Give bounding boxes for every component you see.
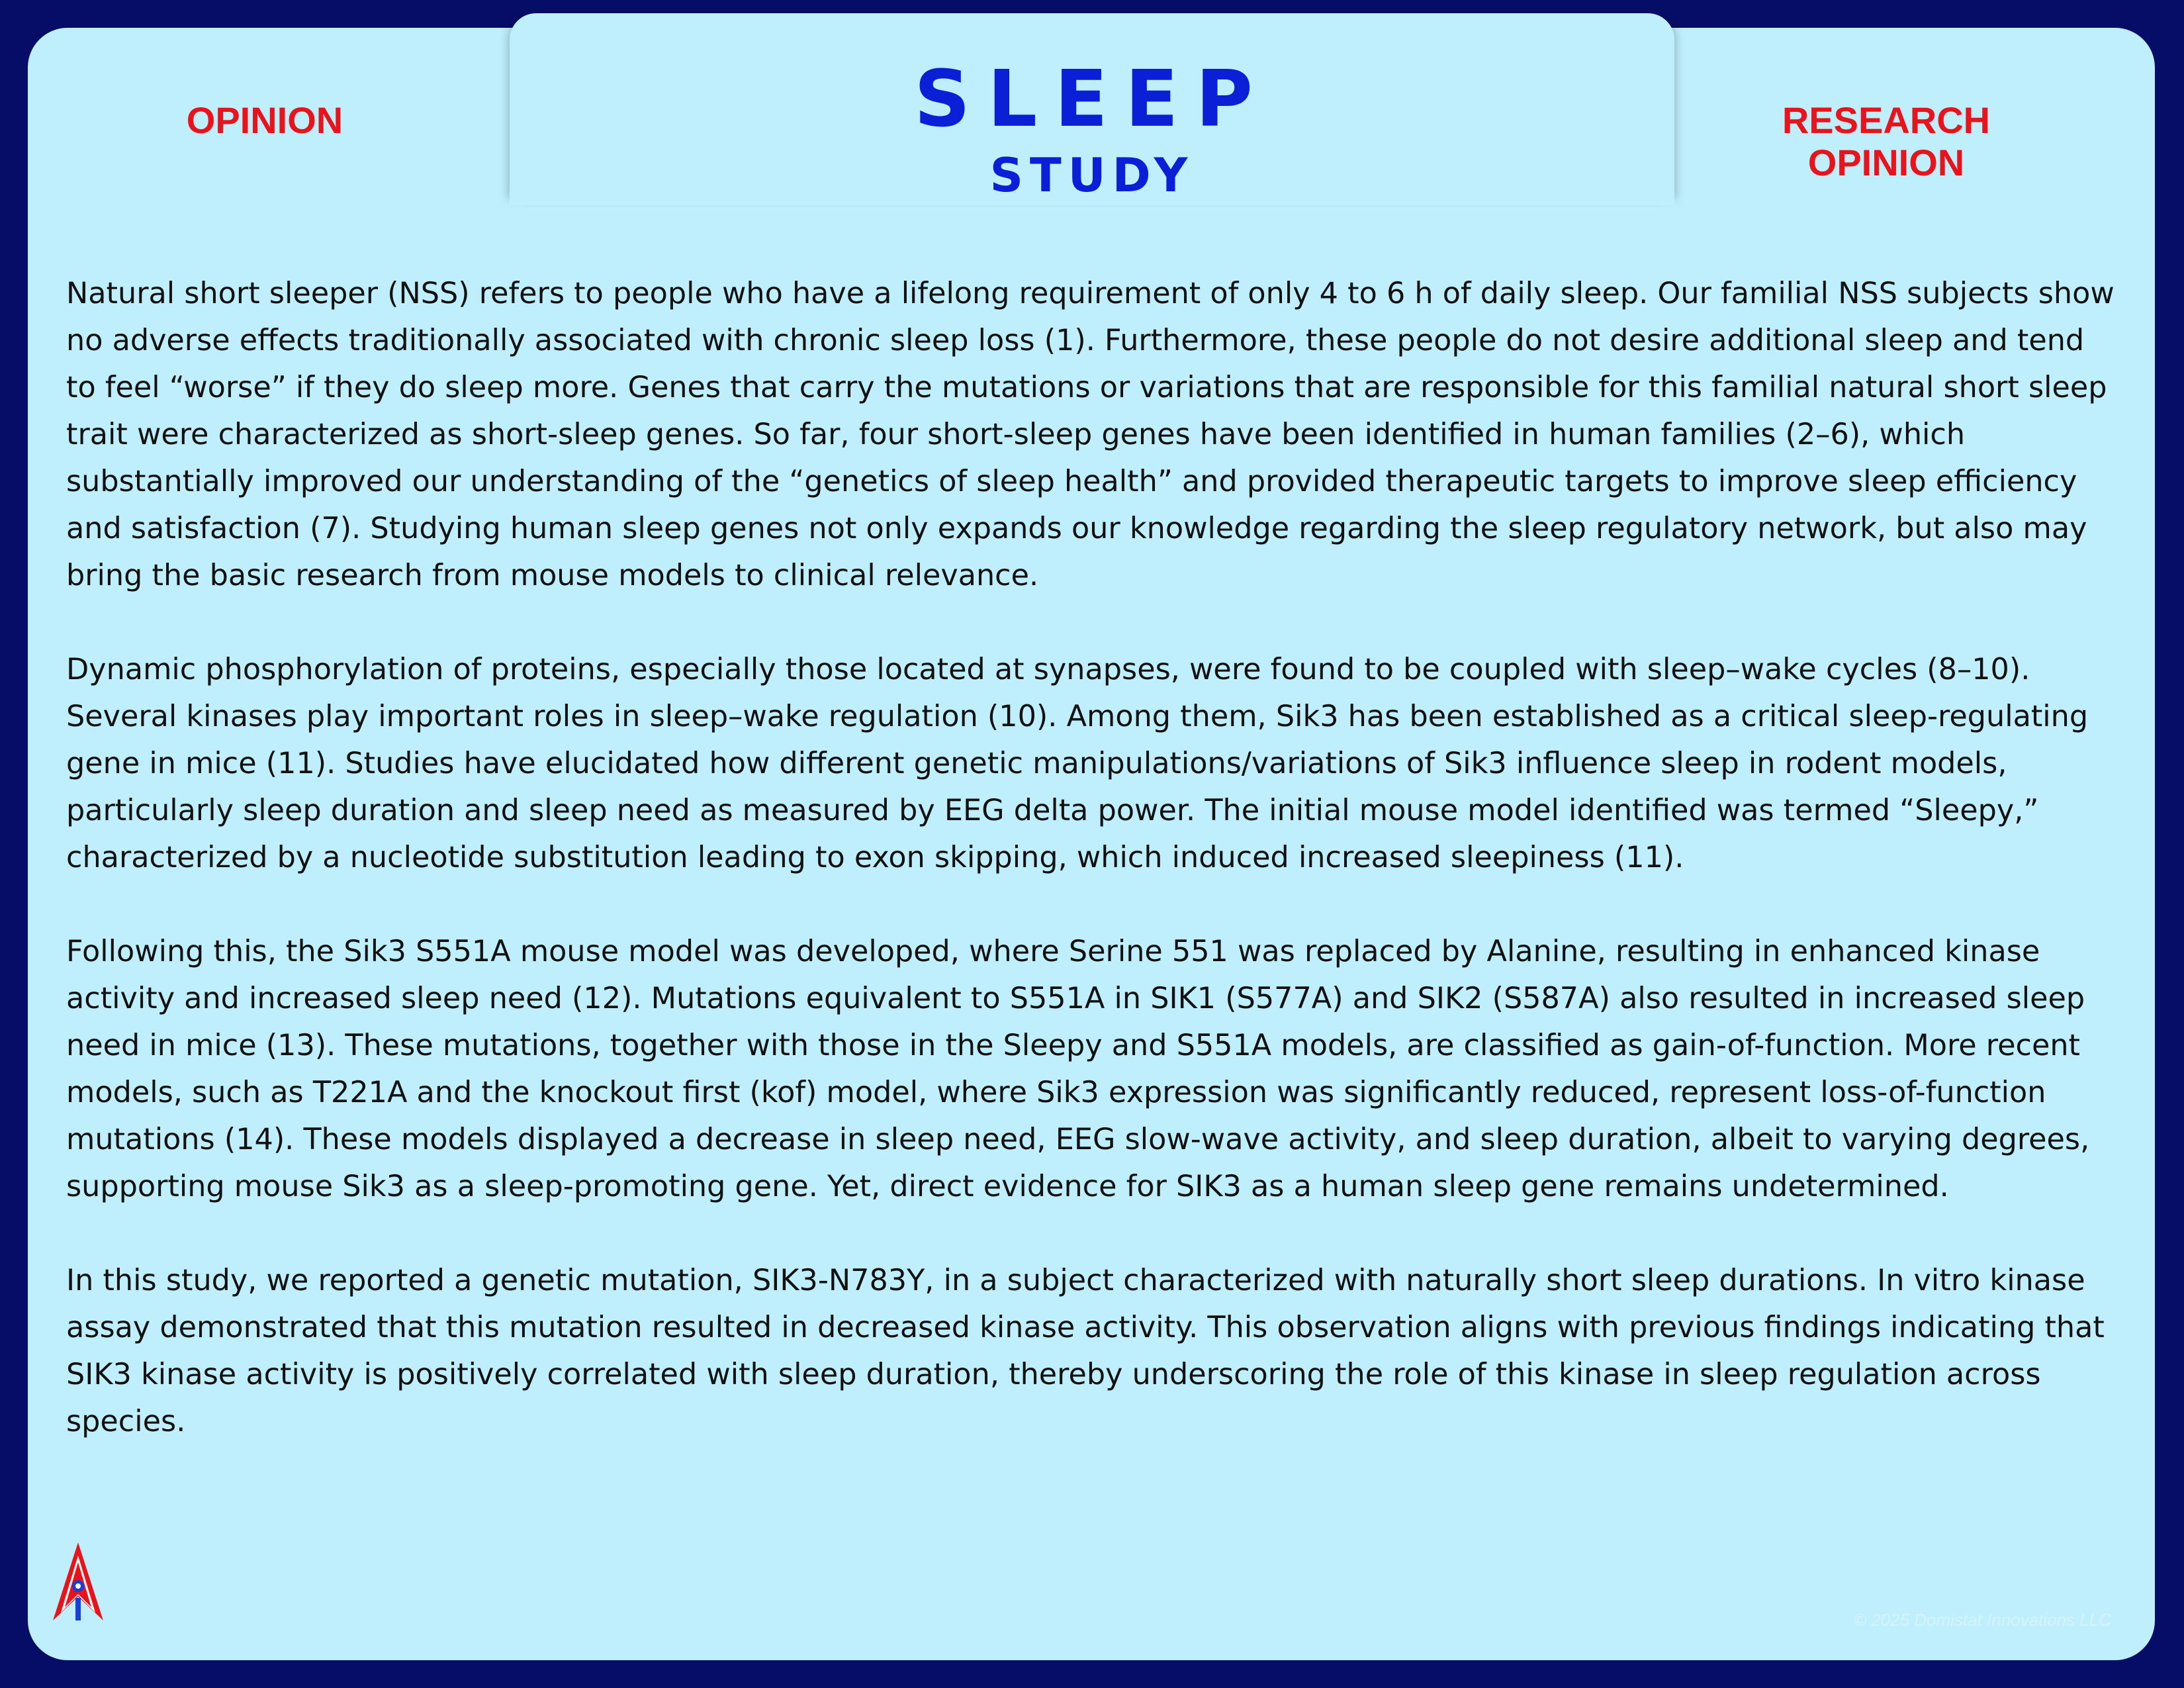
title-tab bbox=[510, 13, 1674, 205]
paragraph: In this study, we reported a genetic mutation, SIK3-N783Y, in a subject characterized with naturally short sleep durations. In vitro kinase assay demonstrated that this mutation resulted in decreased kinase activity. This observation aligns with previous findings indicating that SIK3 kinase activity is positively correlated with sleep duration, thereby underscoring the role of this kinase in sleep regulation across species. bbox=[66, 1264, 2105, 1438]
research-opinion-label bbox=[1741, 99, 2032, 185]
page-subtitle: STUDY bbox=[989, 148, 1195, 203]
page-title: SLEEP bbox=[914, 53, 1270, 144]
opinion-label: OPINION bbox=[186, 99, 343, 141]
paragraph: Natural short sleeper (NSS) refers to people who have a lifelong requirement of only 4 to 6 h of daily sleep. Our familial NSS subjects show no adverse effects traditionally associated with chronic sleep loss (1). Furthermore, these people do not desire additional sleep and tend to feel “worse” if they do sleep more. Genes that carry the mutations or variations that are responsible for this familial natural short sleep trait were characterized as short-sleep genes. So far, four short-sleep genes have been identified in human families (2–6), which substantially improved our understanding of the “genetics of sleep health” and provided therapeutic targets to improve sleep efficiency and satisfaction (7). Studying human sleep genes not only expands our knowledge regarding the sleep regulatory network, but also may bring the basic research from mouse models to clinical relevance. bbox=[66, 277, 2115, 592]
copyright-text: © 2025 Domistat Innovations LLC bbox=[1853, 1610, 2111, 1630]
research-opinion-label-line1: RESEARCH bbox=[1782, 99, 1991, 141]
research-opinion-label-line2: OPINION bbox=[1807, 142, 1965, 184]
red-arrow-logo-icon bbox=[52, 1542, 105, 1622]
paragraph: Following this, the Sik3 S551A mouse model was developed, where Serine 551 was replaced by Alanine, resulting in enhanced kinase activity and increased sleep need (12). Mutations equivalent to S551A in SIK1 (S577A) and SIK2 (S587A) also resulted in increased sleep need in mice (13). These mutations, together with those in the Sleepy and S551A models, are classified as gain-of-function. More recent models, such as T221A and the knockout first (kof) model, where Sik3 expression was significantly reduced, represent loss-of-function mutations (14). These models displayed a decrease in sleep need, EEG slow-wave activity, and sleep duration, albeit to varying degrees, supporting mouse Sik3 as a sleep-promoting gene. Yet, direct evidence for SIK3 as a human sleep gene remains undetermined. bbox=[66, 935, 2090, 1203]
article-body bbox=[66, 270, 2118, 1492]
paragraph: Dynamic phosphorylation of proteins, especially those located at synapses, were found to be coupled with sleep–wake cycles (8–10). Several kinases play important roles in sleep–wake regulation (10). Among them, Sik3 has been established as a critical sleep-regulating gene in mice (11). Studies have elucidated how different genetic manipulations/variations of Sik3 influence sleep in rodent models, particularly sleep duration and sleep need as measured by EEG delta power. The initial mouse model identified was termed “Sleepy,” characterized by a nucleotide substitution leading to exon skipping, which induced increased sleepiness (11). bbox=[66, 653, 2089, 874]
